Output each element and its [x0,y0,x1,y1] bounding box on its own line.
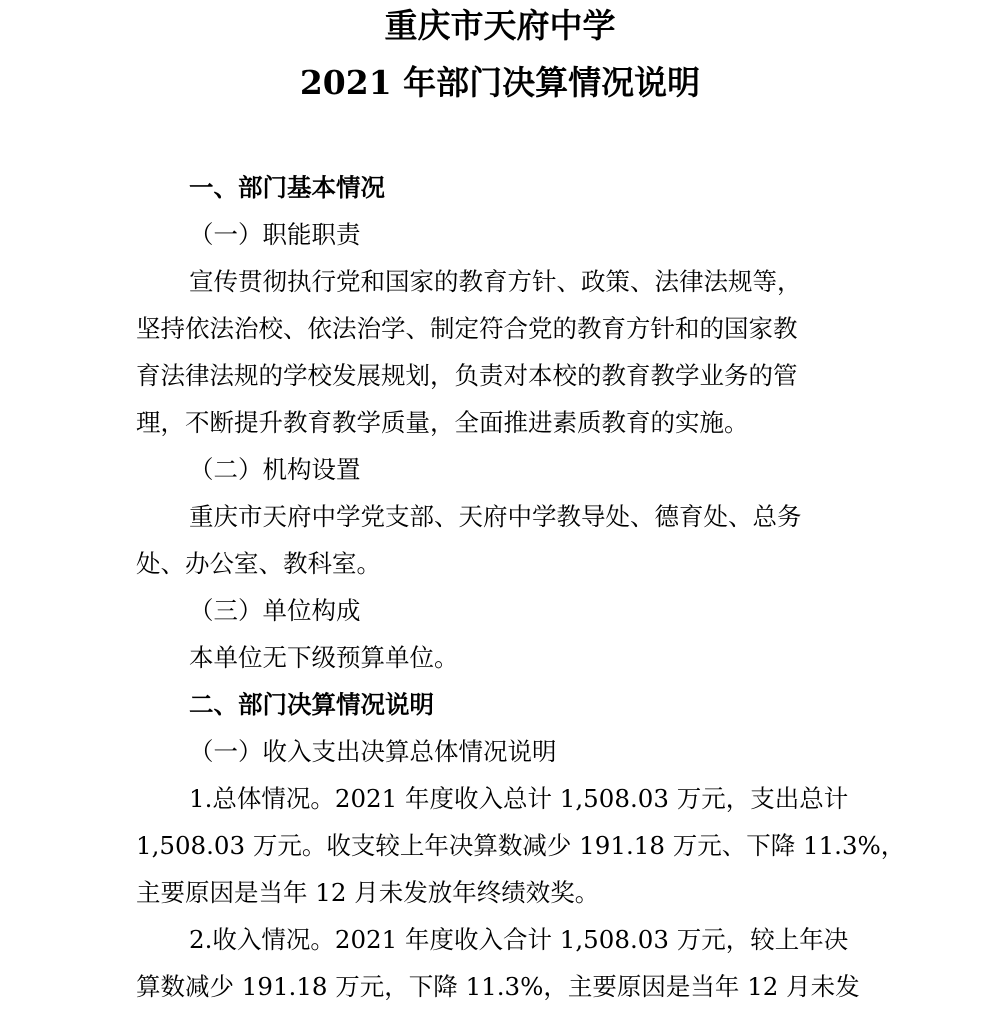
paragraph-line: 理，不断提升教育教学质量，全面推进素质教育的实施。 [136,408,749,437]
document-subtitle: 2021 年部门决算情况说明 [299,63,701,102]
document-title: 重庆市天府中学 [384,6,616,45]
paragraph-line: 宣传贯彻执行党和国家的教育方针、政策、法律法规等， [189,267,802,296]
paragraph-line: 处、办公室、教科室。 [136,549,381,578]
section-heading-final-accounts: 二、部门决算情况说明 [189,690,434,719]
paragraph-line: 坚持依法治校、依法治学、制定符合党的教育方针和的国家教 [136,314,798,343]
subsection-heading-functions: （一）职能职责 [189,220,361,249]
paragraph-line: 算数减少 191.18 万元，下降 11.3%，主要原因是当年 12 月未发 [136,972,860,1001]
document-body [136,164,906,1010]
paragraph-line: 育法律法规的学校发展规划，负责对本校的教育教学业务的管 [136,361,798,390]
paragraph-line: 1.总体情况。2021 年度收入总计 1,508.03 万元，支出总计 [189,784,849,813]
subsection-heading-units: （三）单位构成 [189,596,361,625]
paragraph-line: 主要原因是当年 12 月未发放年终绩效奖。 [136,878,600,907]
paragraph-line: 2.收入情况。2021 年度收入合计 1,508.03 万元，较上年决 [189,925,849,954]
paragraph-line: 1,508.03 万元。收支较上年决算数减少 191.18 万元、下降 11.3%， [136,831,906,860]
section-heading-basic-info: 一、部门基本情况 [189,173,385,202]
paragraph-line: 重庆市天府中学党支部、天府中学教导处、德育处、总务 [189,502,802,531]
subsection-heading-structure: （二）机构设置 [189,455,361,484]
paragraph-line: 本单位无下级预算单位。 [189,643,459,672]
subsection-heading-income-expense: （一）收入支出决算总体情况说明 [189,737,557,766]
